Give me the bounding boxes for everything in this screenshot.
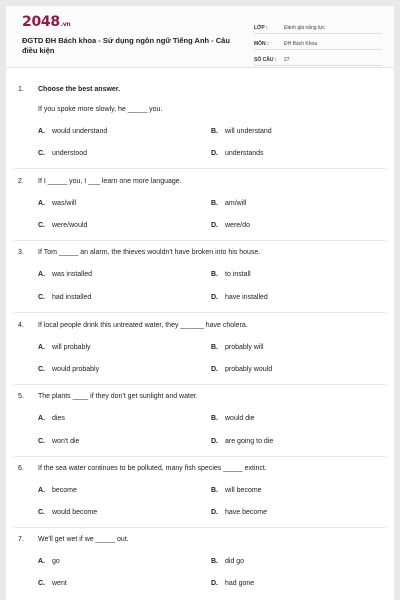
option-text: to install <box>225 271 251 278</box>
option-letter: C. <box>38 294 45 301</box>
option-letter: A. <box>38 128 45 135</box>
option-text: went <box>52 580 67 587</box>
meta-info <box>254 18 382 66</box>
option-letter: D. <box>211 294 218 301</box>
question-stem: The plants ____ if they don't get sunlight and water. <box>38 393 198 400</box>
question-heading <box>18 322 248 329</box>
option-c[interactable] <box>38 294 91 301</box>
option-letter: C. <box>38 366 45 373</box>
option-text: understood <box>52 150 88 157</box>
option-text: were/do <box>225 222 250 229</box>
option-c[interactable] <box>38 438 79 445</box>
option-a[interactable] <box>38 344 91 351</box>
question-stem: We'll get wet if we _____ out. <box>38 536 129 543</box>
meta-row-count <box>254 50 382 66</box>
meta-value: 27 <box>284 57 290 63</box>
option-letter: D. <box>211 580 218 587</box>
meta-value: Đánh giá năng lực <box>284 25 325 31</box>
site-logo[interactable] <box>22 14 70 30</box>
divider <box>14 240 386 241</box>
question-heading <box>18 86 120 93</box>
option-text: dies <box>52 415 65 422</box>
option-b[interactable] <box>211 344 264 351</box>
divider <box>14 384 386 385</box>
option-a[interactable] <box>38 558 60 565</box>
meta-key: LỚP : <box>254 25 268 31</box>
option-a[interactable] <box>38 415 65 422</box>
logo-suffix: .vn <box>60 21 71 28</box>
divider <box>14 456 386 457</box>
divider <box>14 527 386 528</box>
option-c[interactable] <box>38 150 87 157</box>
option-d[interactable] <box>211 294 268 301</box>
option-c[interactable] <box>38 366 99 373</box>
question-heading <box>18 178 182 185</box>
option-text: are going to die <box>225 438 274 445</box>
option-b[interactable] <box>211 415 255 422</box>
option-letter: A. <box>38 415 45 422</box>
option-letter: D. <box>211 150 218 157</box>
option-c[interactable] <box>38 222 87 229</box>
option-text: would understand <box>52 128 108 135</box>
option-b[interactable] <box>211 271 251 278</box>
option-letter: A. <box>38 558 45 565</box>
option-text: will understand <box>225 128 272 135</box>
question-stem: If you spoke more slowly, he _____ you. <box>38 106 163 113</box>
question-stem: If the sea water continues to be polluted, many fish species _____ extinct. <box>38 465 267 472</box>
option-a[interactable] <box>38 128 107 135</box>
option-d[interactable] <box>211 438 273 445</box>
option-letter: C. <box>38 580 45 587</box>
option-text: have installed <box>225 294 268 301</box>
option-text: become <box>52 487 77 494</box>
option-b[interactable] <box>211 200 246 207</box>
option-letter: C. <box>38 222 45 229</box>
question-stem: If local people drink this untreated water, they ______ have cholera. <box>38 322 248 329</box>
option-letter: C. <box>38 438 45 445</box>
question-heading <box>18 249 260 256</box>
divider <box>14 312 386 313</box>
meta-value: ĐH Bách Khoa <box>284 41 318 47</box>
document-title-line1: ĐGTD ĐH Bách khoa - Sử dụng ngôn ngữ Tiếng Anh - Câu <box>22 36 230 45</box>
question-number: 3. <box>18 249 24 256</box>
option-d[interactable] <box>211 150 264 157</box>
option-text: go <box>52 558 60 565</box>
option-letter: B. <box>211 558 218 565</box>
option-letter: B. <box>211 487 218 494</box>
question-number: 5. <box>18 393 24 400</box>
question-number: 7. <box>18 536 24 543</box>
option-letter: A. <box>38 271 45 278</box>
question-heading <box>18 536 129 543</box>
question-stem: If I _____ you, I ___ learn one more language. <box>38 178 182 185</box>
option-a[interactable] <box>38 200 76 207</box>
option-letter: C. <box>38 150 45 157</box>
question-heading <box>18 393 198 400</box>
option-text: probably will <box>225 344 264 351</box>
option-text: probably would <box>225 366 273 373</box>
question-number: 2. <box>18 178 24 185</box>
question-number: 6. <box>18 465 24 472</box>
option-letter: B. <box>211 271 218 278</box>
logo-text: 2048 <box>22 14 60 30</box>
option-text: won't die <box>52 438 80 445</box>
document-title-line2: điều kiện <box>22 46 55 55</box>
option-b[interactable] <box>211 487 262 494</box>
option-text: would become <box>52 509 98 516</box>
question-number: 1. <box>18 86 24 93</box>
divider <box>14 168 386 169</box>
option-letter: A. <box>38 487 45 494</box>
option-a[interactable] <box>38 487 77 494</box>
option-letter: A. <box>38 200 45 207</box>
option-text: had installed <box>52 294 92 301</box>
option-d[interactable] <box>211 509 267 516</box>
option-text: was installed <box>52 271 93 278</box>
question-instruction: Choose the best answer. <box>38 86 121 93</box>
option-letter: D. <box>211 366 218 373</box>
option-text: would probably <box>52 366 100 373</box>
option-letter: D. <box>211 438 218 445</box>
option-text: was/will <box>52 200 77 207</box>
option-c[interactable] <box>38 509 97 516</box>
worksheet <box>6 6 394 600</box>
option-b[interactable] <box>211 128 272 135</box>
option-text: were/would <box>52 222 88 229</box>
option-d[interactable] <box>211 222 250 229</box>
option-letter: B. <box>211 200 218 207</box>
option-text: will become <box>225 487 262 494</box>
option-letter: B. <box>211 344 218 351</box>
option-letter: D. <box>211 222 218 229</box>
meta-row-class <box>254 18 382 34</box>
worksheet-header <box>6 6 394 68</box>
option-text: am/will <box>225 200 247 207</box>
document-title <box>22 36 242 56</box>
option-d[interactable] <box>211 580 254 587</box>
option-text: will probably <box>52 344 91 351</box>
option-text: did go <box>225 558 245 565</box>
option-text: would die <box>225 415 255 422</box>
option-d[interactable] <box>211 366 272 373</box>
meta-key: MÔN : <box>254 41 269 47</box>
question-stem: If Tom _____ an alarm, the thieves wouldn't have broken into his house. <box>38 249 261 256</box>
question-number: 4. <box>18 322 24 329</box>
option-letter: B. <box>211 128 218 135</box>
option-b[interactable] <box>211 558 244 565</box>
option-c[interactable] <box>38 580 67 587</box>
option-letter: D. <box>211 509 218 516</box>
question-heading <box>18 465 267 472</box>
option-letter: A. <box>38 344 45 351</box>
meta-key: SỐ CÂU : <box>254 57 277 63</box>
option-letter: B. <box>211 415 218 422</box>
option-a[interactable] <box>38 271 92 278</box>
option-text: have become <box>225 509 268 516</box>
option-text: had gone <box>225 580 255 587</box>
meta-row-subject <box>254 34 382 50</box>
option-text: understands <box>225 150 264 157</box>
option-letter: C. <box>38 509 45 516</box>
